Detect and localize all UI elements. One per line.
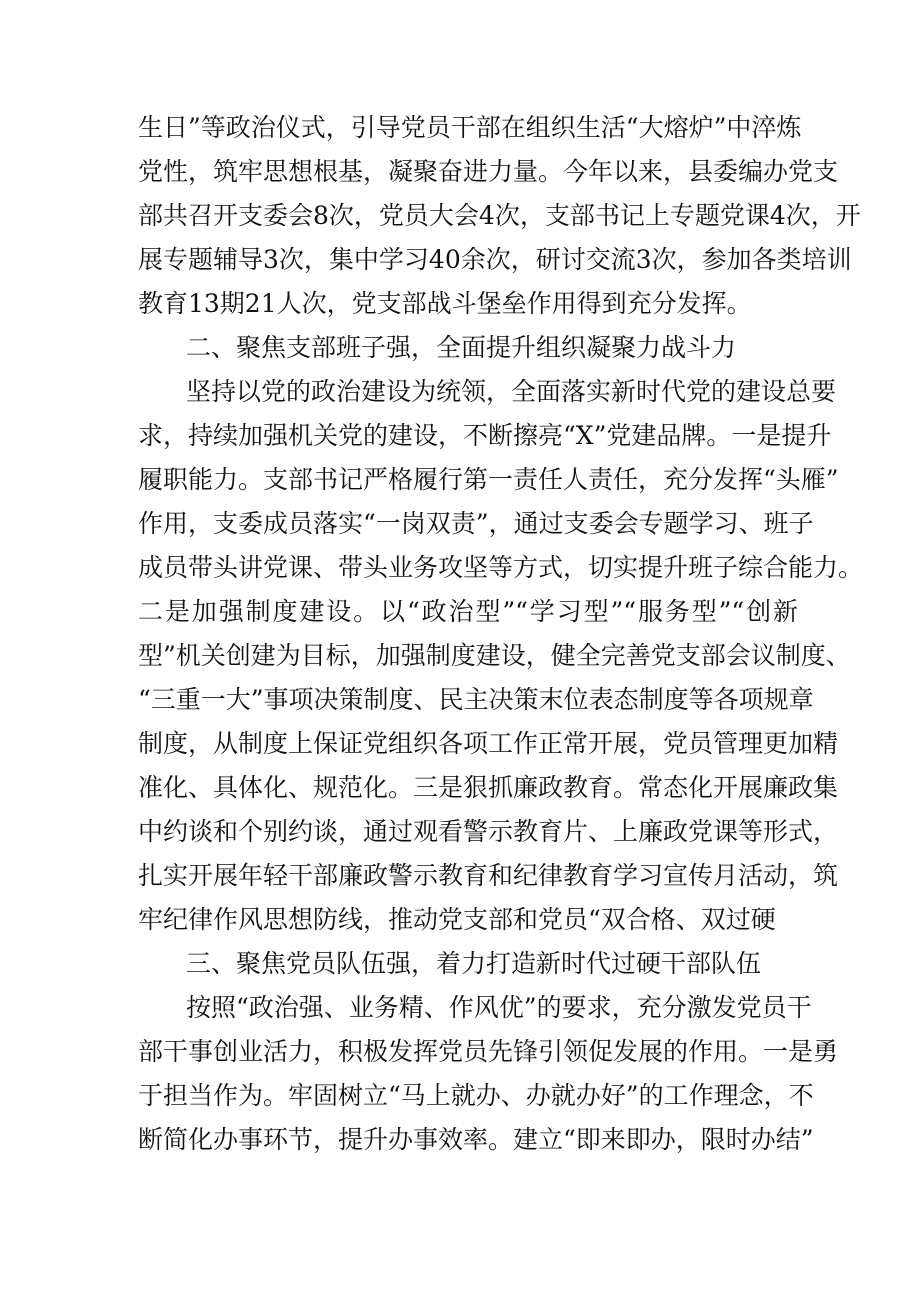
text-line-13: 型”机关创建为目标，加强制度建设，健全完善党支部会议制度、	[138, 641, 851, 670]
text-line-5: 教育13期21人次，党支部战斗堡垒作用得到充分发挥。	[138, 289, 752, 318]
text-line-11: 成员带头讲党课、带头业务攻坚等方式，切实提升班子综合能力。	[138, 553, 864, 582]
text-line-19: 牢纪律作风思想防线，推动党支部和党员“双合格、双过硬	[138, 905, 776, 934]
text-line-9: 履职能力。支部书记严格履行第一责任人责任，充分发挥“头雁”	[138, 465, 839, 494]
text-line-22: 部干事创业活力，积极发挥党员先锋引领促发展的作用。一是勇	[138, 1037, 839, 1066]
text-line-16: 准化、具体化、规范化。三是狠抓廉政教育。常态化开展廉政集	[138, 773, 839, 802]
text-line-21: 按照“政治强、业务精、作风优”的要求，充分激发党员干	[186, 993, 812, 1022]
section-heading-3: 三、聚焦党员队伍强，着力打造新时代过硬干部队伍	[186, 949, 762, 978]
text-line-1: 生日”等政治仪式，引导党员干部在组织生活“大熔炉”中淬炼	[138, 113, 802, 142]
text-line-14: “三重一大”事项决策制度、民主决策末位表态制度等各项规章	[138, 685, 814, 714]
text-line-17: 中约谈和个别约谈，通过观看警示教育片、上廉政党课等形式，	[138, 817, 839, 846]
text-line-15: 制度，从制度上保证党组织各项工作正常开展，党员管理更加精	[138, 729, 839, 758]
text-line-10: 作用，支委成员落实“一岗双责”，通过支委会专题学习、班子	[138, 509, 814, 538]
text-line-12: 二是加强制度建设。以“政治型”“学习型”“服务型”“创新	[138, 597, 798, 626]
text-line-24: 断简化办事环节，提升办事效率。建立“即来即办，限时办结”	[138, 1125, 814, 1154]
section-heading-2: 二、聚焦支部班子强，全面提升组织凝聚力战斗力	[186, 333, 737, 362]
text-line-23: 于担当作为。牢固树立“马上就办、办就办好”的工作理念，不	[138, 1081, 814, 1110]
text-line-8: 求，持续加强机关党的建设，不断擦亮“X”党建品牌。一是提升	[138, 421, 832, 450]
text-line-3: 部共召开支委会8次，党员大会4次，支部书记上专题党课4次，开	[138, 201, 861, 230]
text-line-7: 坚持以党的政治建设为统领，全面落实新时代党的建设总要	[186, 377, 837, 406]
text-line-4: 展专题辅导3次，集中学习40余次，研讨交流3次，参加各类培训	[138, 245, 852, 274]
text-line-2: 党性，筑牢思想根基，凝聚奋进力量。今年以来，县委编办党支	[138, 157, 839, 186]
text-line-18: 扎实开展年轻干部廉政警示教育和纪律教育学习宣传月活动，筑	[138, 861, 839, 890]
